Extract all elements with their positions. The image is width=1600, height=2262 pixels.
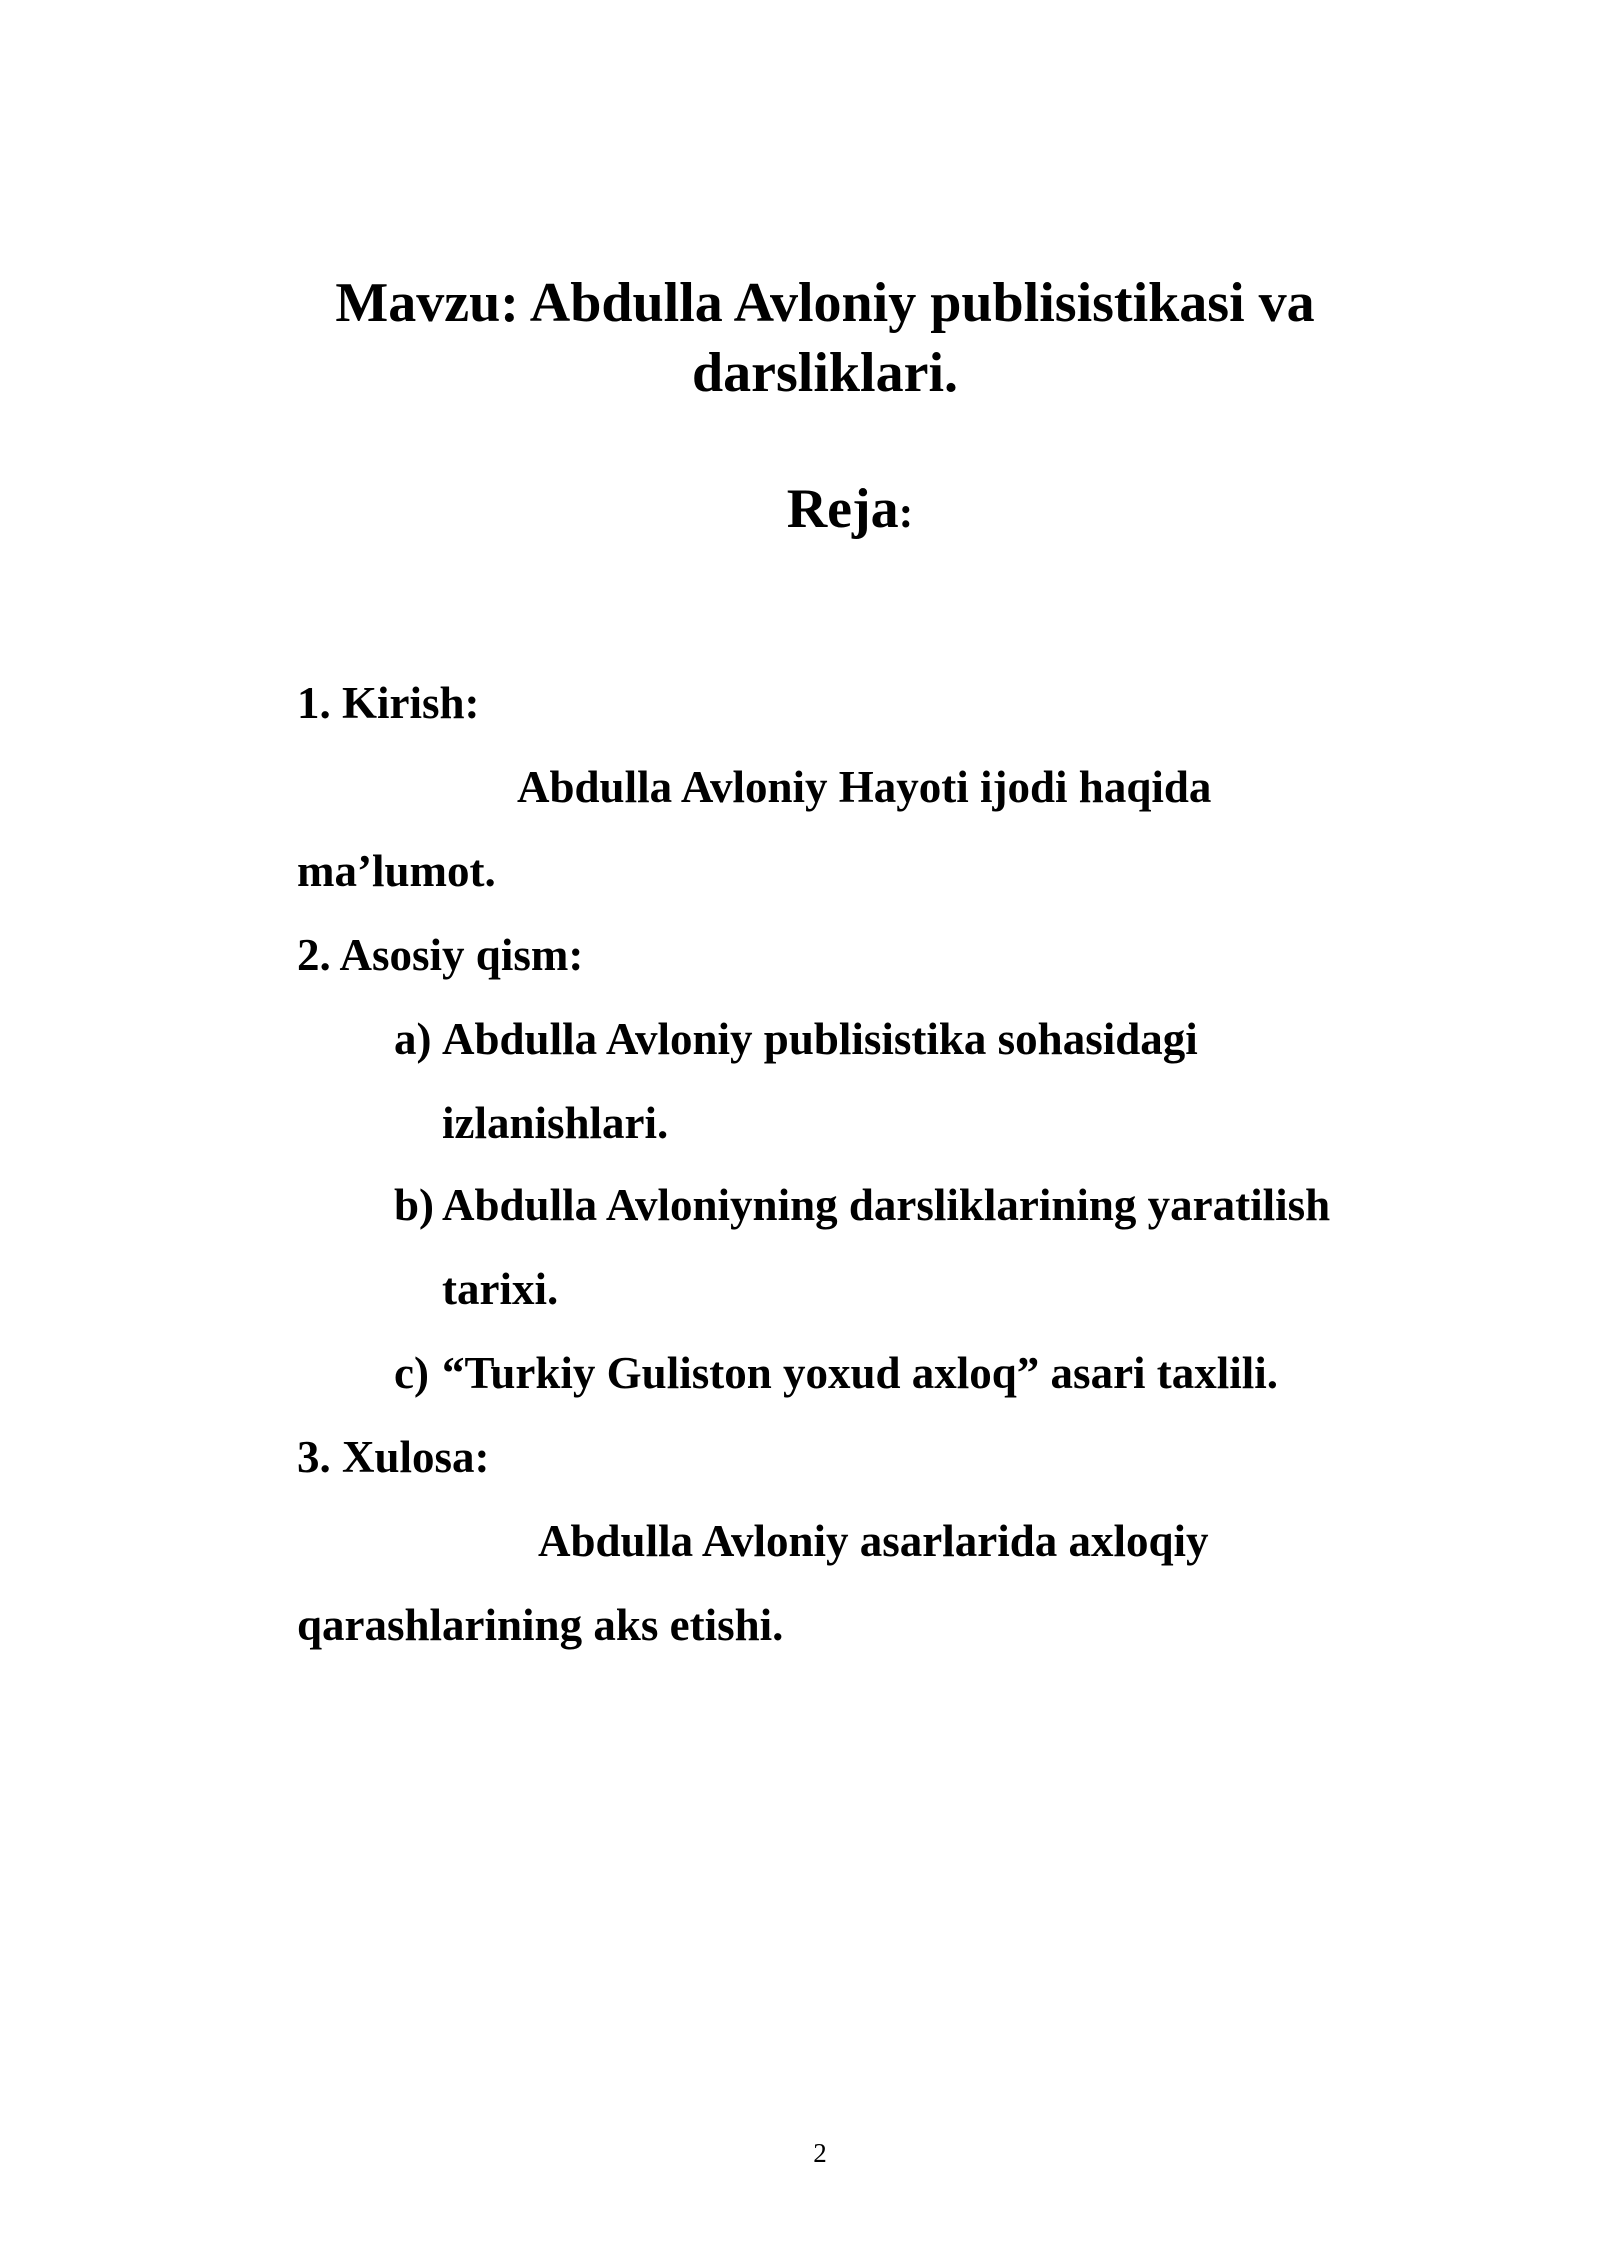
main-item-a-marker: a) <box>394 1014 432 1064</box>
main-item-c-line-1: “Turkiy Guliston yoxud axloq” asari taxlili. <box>442 1348 1279 1398</box>
title-line-2: darsliklari. <box>691 342 959 404</box>
main-item-a-line-2: izlanishlari. <box>442 1098 669 1148</box>
main-item-b-marker: b) <box>394 1180 435 1230</box>
conclusion-text-line-2: qarashlarining aks etishi. <box>297 1600 784 1650</box>
plan-heading-colon: : <box>898 488 914 537</box>
main-item-b-line-1: Abdulla Avloniyning darsliklarining yaratilish <box>442 1180 1331 1230</box>
main-item-b-line-2: tarixi. <box>442 1264 559 1314</box>
conclusion-text-line-1: Abdulla Avloniy asarlarida axloqiy <box>538 1516 1209 1566</box>
main-item-c-marker: c) <box>394 1348 429 1398</box>
plan-heading <box>300 474 1400 548</box>
main-item-a-line-1: Abdulla Avloniy publisistika sohasidagi <box>442 1014 1198 1064</box>
page-title <box>300 268 1350 408</box>
title-line-1: Mavzu: Abdulla Avloniy publisistikasi va <box>335 272 1315 334</box>
main-heading: 2. Asosiy qism: <box>297 930 584 980</box>
plan-heading-text: Reja <box>786 478 899 540</box>
conclusion-heading: 3. Xulosa: <box>297 1432 490 1482</box>
intro-heading: 1. Kirish: <box>297 678 480 728</box>
intro-text-line-2: ma’lumot. <box>297 846 496 896</box>
intro-text-line-1: Abdulla Avloniy Hayoti ijodi haqida <box>517 762 1212 812</box>
page-number: 2 <box>813 2138 827 2168</box>
